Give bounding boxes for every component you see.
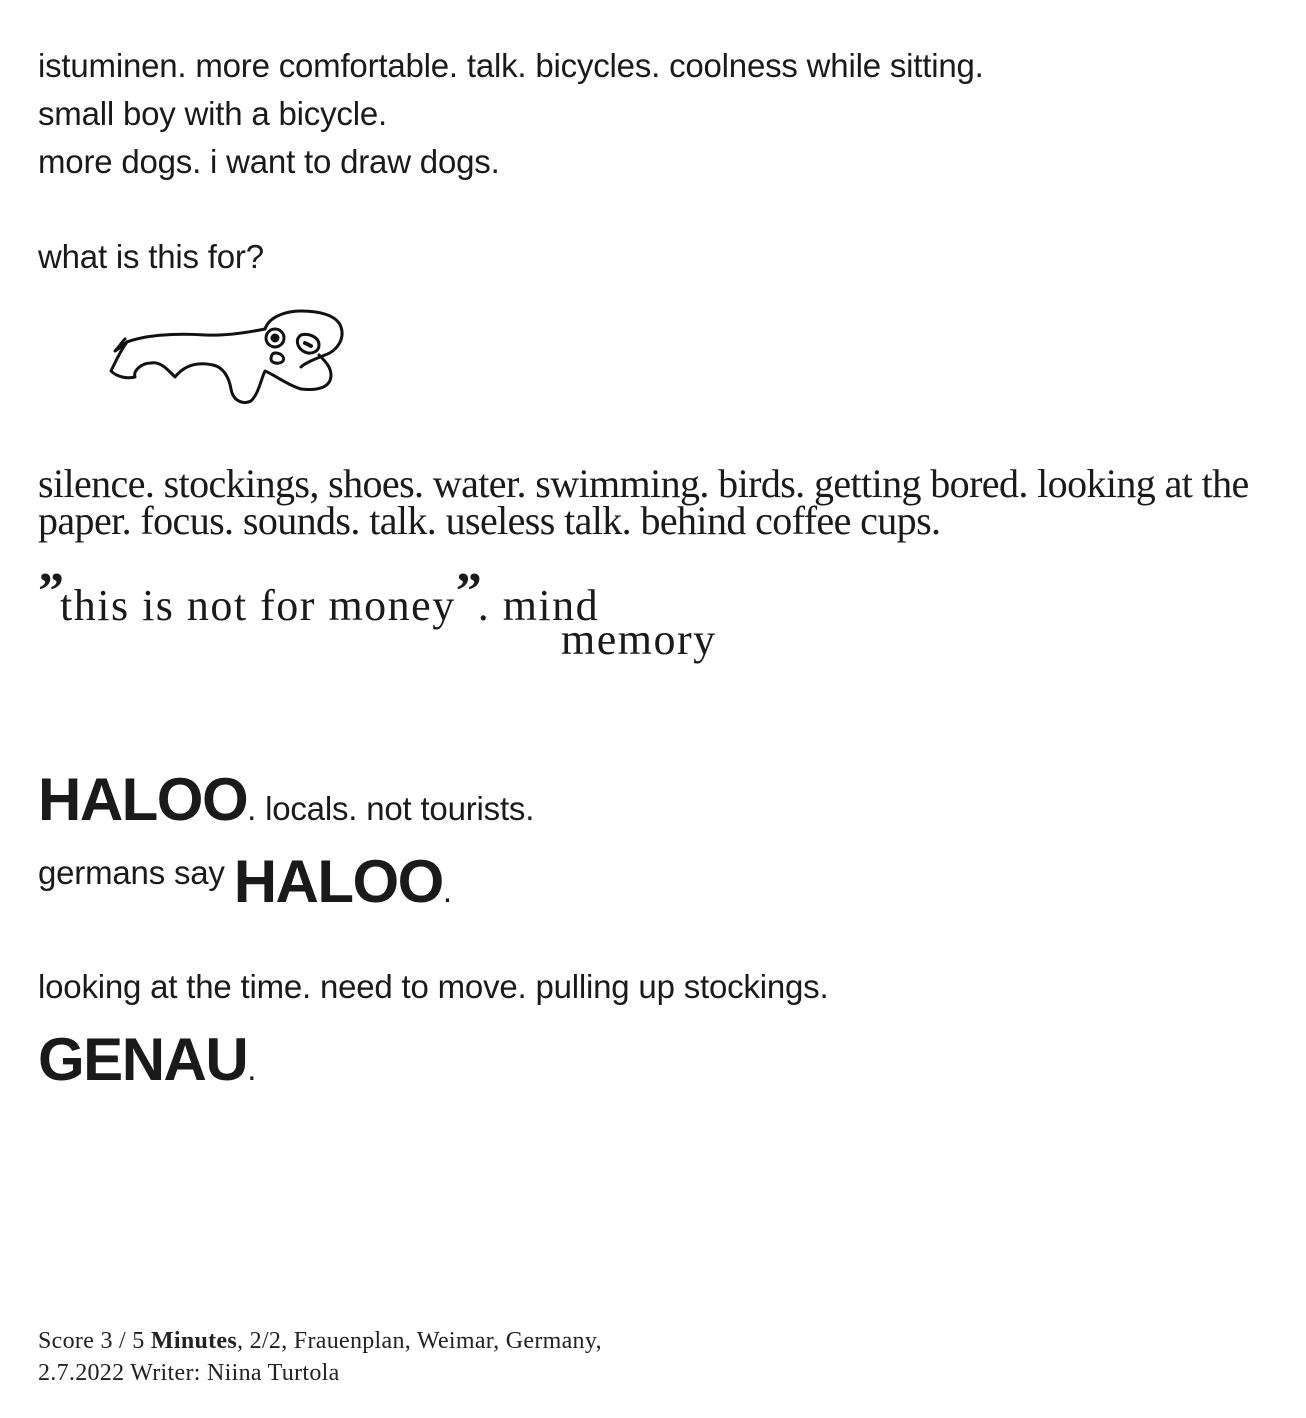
dog-doodle-icon xyxy=(105,305,350,410)
quote-text: this is not for money xyxy=(60,581,456,630)
haloo-line-2 xyxy=(38,848,453,915)
open-quote-mark: ” xyxy=(38,563,60,620)
haloo-line-1 xyxy=(38,766,535,833)
haloo-pre: germans say xyxy=(38,854,234,891)
footer-part2: , 2/2, Frauenplan, Weimar, Germany, xyxy=(237,1328,602,1354)
text-line-3: more dogs. i want to draw dogs. xyxy=(38,143,500,180)
genau-post: . xyxy=(247,1050,257,1087)
footer-part1: Score 3 / 5 xyxy=(38,1328,151,1354)
genau-line xyxy=(38,1026,257,1093)
text-line-2: small boy with a bicycle. xyxy=(38,95,387,132)
haloo-big-2: HALOO xyxy=(233,848,443,915)
quote-after: . mind xyxy=(477,581,600,630)
footer-credits xyxy=(38,1325,938,1389)
genau-big: GENAU xyxy=(38,1026,248,1093)
footer-bold: Minutes xyxy=(150,1328,238,1354)
time-line: looking at the time. need to move. pulling up stockings. xyxy=(38,968,829,1005)
haloo-big-1: HALOO xyxy=(38,766,248,833)
serif-paragraph: silence. stockings, shoes. water. swimming. birds. getting bored. looking at the paper. focus. sounds. talk. useless talk. behind coffee cups. xyxy=(38,461,1249,543)
close-quote-mark: ” xyxy=(455,563,478,620)
haloo-rest: . locals. not tourists. xyxy=(247,790,535,827)
quote-line xyxy=(38,563,600,630)
quote-second-line: memory xyxy=(561,615,717,664)
text-line-1: istuminen. more comfortable. talk. bicycles. coolness while sitting. xyxy=(38,47,984,84)
haloo-post: . xyxy=(442,872,453,909)
footer-line2: 2.7.2022 Writer: Niina Turtola xyxy=(38,1360,340,1386)
text-line-question: what is this for? xyxy=(38,238,264,275)
